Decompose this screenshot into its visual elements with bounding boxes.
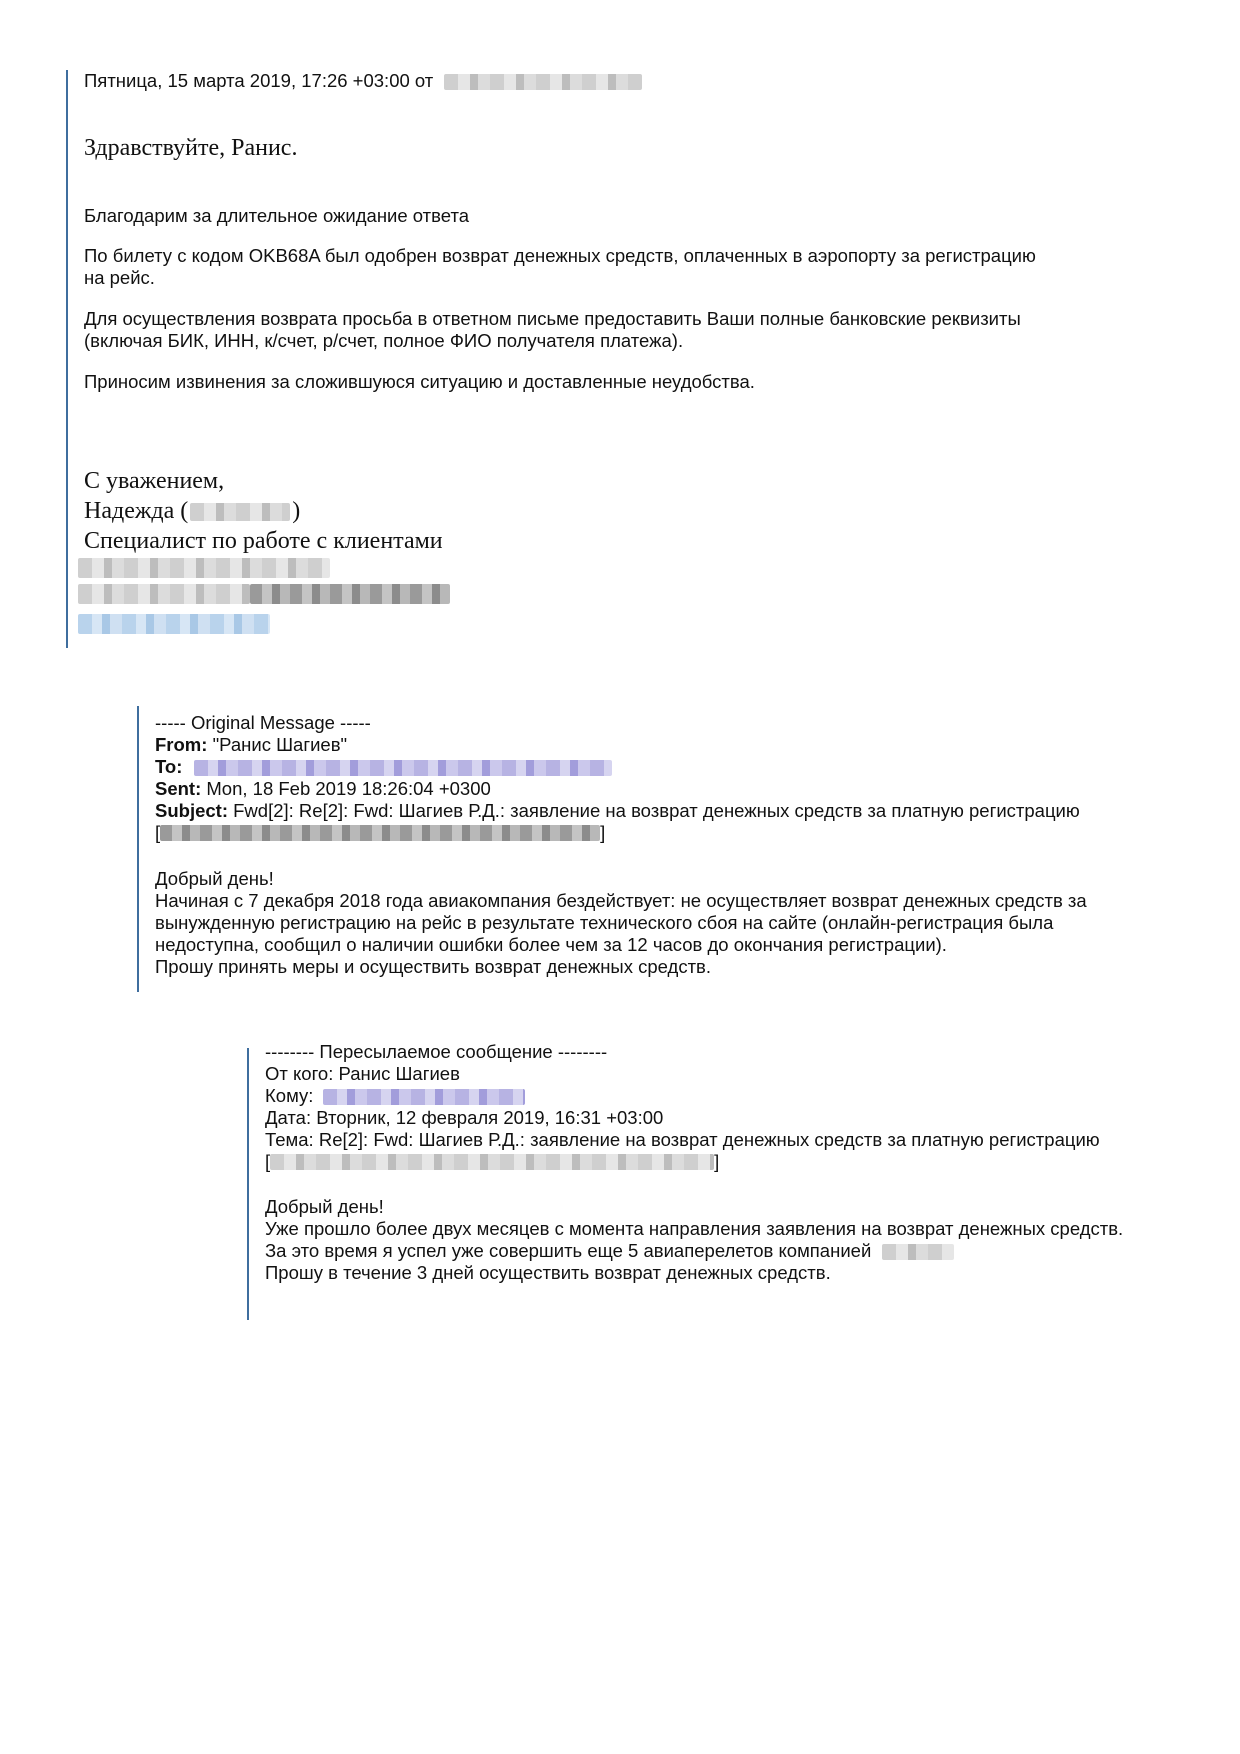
- reply-thanks: Благодарим за длительное ожидание ответа: [84, 205, 470, 226]
- reply-greeting: Здравствуйте, Ранис.: [84, 135, 298, 161]
- redacted-subject-tag: [160, 825, 600, 841]
- original-bracket-open: [: [155, 822, 161, 843]
- original-subject-tag: [155, 822, 605, 844]
- signature-name: [84, 496, 300, 526]
- reply-paragraph-1-line-2: на рейс.: [84, 267, 155, 288]
- original-body-line-3: недоступна, сообщил о наличии ошибки более чем за 12 часов до окончания регистрации).: [155, 934, 947, 955]
- redacted-surname: [190, 503, 290, 521]
- reply-paragraph-2-line-2: (включая БИК, ИНН, к/счет, р/счет, полное ФИО получателя платежа).: [84, 330, 684, 351]
- forwarded-body-line-2: [265, 1240, 954, 1262]
- forwarded-bracket-close: ]: [714, 1151, 720, 1172]
- forwarded-to-label: Кому:: [265, 1085, 314, 1106]
- redacted-signature-line-1: [78, 558, 330, 578]
- original-quote-bar: [137, 706, 139, 992]
- redacted-forwarded-recipient: [323, 1089, 525, 1105]
- reply-paragraph-2-line-1: Для осуществления возврата просьба в ответном письме предоставить Ваши полные банковские реквизиты: [84, 308, 1021, 329]
- forwarded-separator: -------- Пересылаемое сообщение --------: [265, 1041, 608, 1062]
- signature-title: Специалист по работе с клиентами: [84, 528, 443, 554]
- forwarded-bracket-open: [: [265, 1151, 271, 1172]
- redacted-airline: [882, 1244, 954, 1260]
- original-sent-value: Mon, 18 Feb 2019 18:26:04 +0300: [206, 778, 491, 799]
- reply-apology: Приносим извинения за сложившуюся ситуацию и доставленные неудобства.: [84, 371, 755, 392]
- forwarded-body-line-2-text: За это время я успел уже совершить еще 5 авиаперелетов компанией: [265, 1240, 872, 1261]
- original-greeting: Добрый день!: [155, 868, 274, 889]
- original-separator: ----- Original Message -----: [155, 712, 371, 733]
- original-from-value: "Ранис Шагиев": [212, 734, 348, 755]
- redacted-sender: [444, 74, 642, 90]
- redacted-signature-line-2a: [78, 584, 250, 604]
- reply-header: [84, 70, 642, 92]
- signer-name: Надежда (: [84, 498, 189, 524]
- original-to: [155, 756, 612, 778]
- reply-quote-bar: [66, 70, 68, 648]
- forwarded-body-line-1: Уже прошло более двух месяцев с момента направления заявления на возврат денежных средств.: [265, 1218, 1124, 1239]
- original-body-line-2: вынужденную регистрацию на рейс в результате технического сбоя на сайте (онлайн-регистрация была: [155, 912, 1054, 933]
- forwarded-to: [265, 1085, 525, 1107]
- signer-paren-close: ): [292, 498, 301, 524]
- forwarded-greeting: Добрый день!: [265, 1196, 384, 1217]
- original-body-line-1: Начиная с 7 декабря 2018 года авиакомпания бездействует: не осуществляет возврат денежных средств за: [155, 890, 1087, 911]
- original-body-line-4: Прошу принять меры и осуществить возврат денежных средств.: [155, 956, 712, 977]
- original-from: [155, 734, 347, 756]
- original-from-label: From:: [155, 734, 208, 755]
- forwarded-subject: Тема: Re[2]: Fwd: Шагиев Р.Д.: заявление на возврат денежных средств за платную регистрацию: [265, 1129, 1100, 1150]
- original-sent: [155, 778, 491, 800]
- signature-signoff: С уважением,: [84, 468, 225, 494]
- original-subject: [155, 800, 1080, 822]
- forwarded-subject-tag: [265, 1151, 719, 1173]
- forwarded-quote-bar: [247, 1048, 249, 1320]
- reply-header-date: Пятница, 15 марта 2019, 17:26 +03:00 от: [84, 70, 434, 91]
- forwarded-from: От кого: Ранис Шагиев: [265, 1063, 460, 1084]
- forwarded-date: Дата: Вторник, 12 февраля 2019, 16:31 +03:00: [265, 1107, 664, 1128]
- original-subject-label: Subject:: [155, 800, 228, 821]
- original-sent-label: Sent:: [155, 778, 202, 799]
- forwarded-body-line-3: Прошу в течение 3 дней осуществить возврат денежных средств.: [265, 1262, 831, 1283]
- redacted-signature-link[interactable]: [78, 614, 270, 634]
- original-to-label: To:: [155, 756, 183, 777]
- redacted-signature-line-2b: [250, 584, 450, 604]
- original-subject-value: Fwd[2]: Re[2]: Fwd: Шагиев Р.Д.: заявление на возврат денежных средств за платную регистрацию: [233, 800, 1080, 821]
- reply-paragraph-1-line-1: По билету с кодом OKB68A был одобрен возврат денежных средств, оплаченных в аэропорту за регистрацию: [84, 245, 1036, 266]
- original-bracket-close: ]: [600, 822, 606, 843]
- redacted-recipient: [194, 760, 612, 776]
- redacted-forwarded-tag: [270, 1154, 714, 1170]
